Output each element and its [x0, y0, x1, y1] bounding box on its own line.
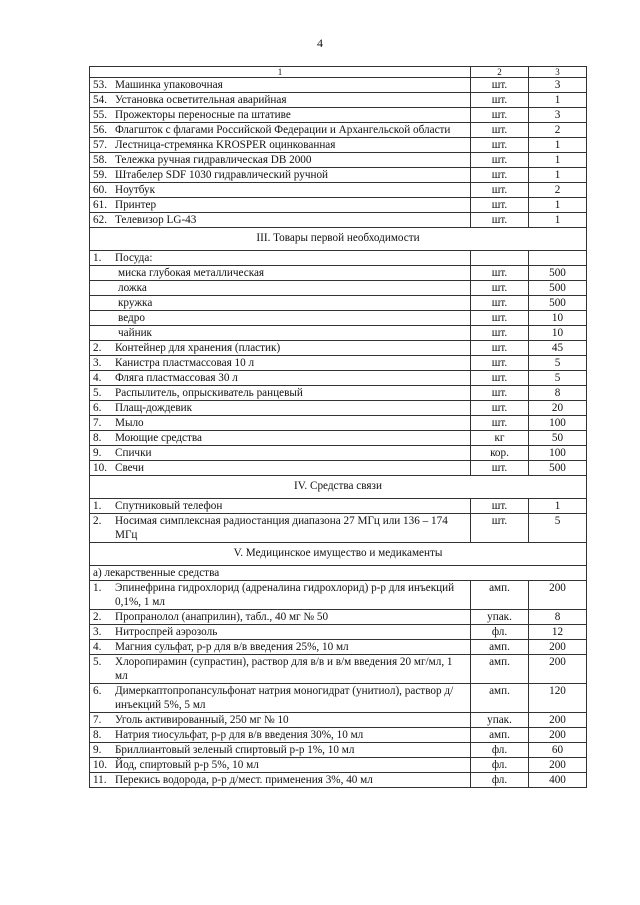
item-number: 1.: [93, 582, 102, 594]
item-unit: амп.: [471, 581, 529, 610]
item-name: Магния сульфат, р-р для в/в введения 25%, 10 мл: [115, 641, 349, 653]
table-row: [90, 728, 587, 743]
item-number: 7.: [93, 714, 102, 726]
table-row: [90, 655, 587, 684]
item-unit: амп.: [471, 728, 529, 743]
item-name: Телевизор LG-43: [115, 214, 197, 226]
item-number: 59.: [93, 169, 107, 181]
item-line: [93, 758, 467, 772]
item-name: Мыло: [115, 417, 144, 429]
table-row: [90, 371, 587, 386]
item-number: 58.: [93, 154, 107, 166]
item-number: 60.: [93, 184, 107, 196]
item-unit: шт.: [471, 168, 529, 183]
item-cell: [90, 499, 471, 514]
item-line: [93, 108, 467, 122]
table-subrow: [90, 311, 587, 326]
item-cell: [90, 341, 471, 356]
item-name: Моющие средства: [115, 432, 203, 444]
item-unit: шт.: [471, 356, 529, 371]
item-line: [93, 153, 467, 167]
item-unit: шт.: [471, 514, 529, 543]
item-quantity: 2: [529, 123, 587, 138]
item-cell: [90, 213, 471, 228]
table-row: [90, 183, 587, 198]
item-name: Распылитель, опрыскиватель ранцевый: [115, 387, 303, 399]
item-number: 2.: [93, 342, 102, 354]
item-quantity: 1: [529, 138, 587, 153]
table-row: [90, 416, 587, 431]
item-unit: шт.: [471, 183, 529, 198]
item-line: [93, 431, 467, 445]
item-name: Фляга пластмассовая 30 л: [115, 372, 238, 384]
item-line: [93, 713, 467, 727]
item-number: 9.: [93, 447, 102, 459]
page-number: 4: [317, 36, 323, 50]
item-unit: шт.: [471, 311, 529, 326]
item-unit: шт.: [471, 371, 529, 386]
item-name: Принтер: [115, 199, 157, 211]
item-name: Ноутбук: [115, 184, 156, 196]
item-name: Натрия тиосульфат, р-р для в/в введения 30%, 10 мл: [115, 729, 364, 741]
item-quantity: 5: [529, 356, 587, 371]
item-quantity: [529, 251, 587, 266]
table-subrow: [90, 296, 587, 311]
item-unit: упак.: [471, 610, 529, 625]
item-name: Свечи: [115, 462, 144, 474]
table-row: [90, 431, 587, 446]
item-cell: [90, 446, 471, 461]
item-cell: [90, 773, 471, 788]
table-row: [90, 684, 587, 713]
table-row: [90, 514, 587, 543]
item-cell: [90, 138, 471, 153]
item-number: 4.: [93, 372, 102, 384]
item-cell: [90, 251, 471, 266]
table-row: [90, 713, 587, 728]
item-unit: кг: [471, 431, 529, 446]
table-row: [90, 138, 587, 153]
item-line: [93, 213, 467, 227]
item-name: Перекись водорода, р-р д/мест. применения 3%, 40 мл: [115, 774, 373, 786]
table-row: [90, 446, 587, 461]
item-cell: [90, 356, 471, 371]
item-unit: кор.: [471, 446, 529, 461]
item-unit: шт.: [471, 326, 529, 341]
item-quantity: 8: [529, 386, 587, 401]
item-line: [93, 123, 467, 137]
item-unit: шт.: [471, 281, 529, 296]
item-line: [93, 514, 467, 542]
item-unit: фл.: [471, 743, 529, 758]
item-unit: шт.: [471, 138, 529, 153]
item-quantity: 10: [529, 326, 587, 341]
item-cell: [90, 461, 471, 476]
item-cell: [90, 93, 471, 108]
table-row: [90, 743, 587, 758]
section-row: [90, 543, 587, 566]
item-cell: [90, 431, 471, 446]
item-quantity: 200: [529, 758, 587, 773]
item-line: [93, 138, 467, 152]
item-line: [93, 684, 467, 712]
item-unit: шт.: [471, 296, 529, 311]
table-subrow: [90, 266, 587, 281]
table-row: [90, 153, 587, 168]
item-name: Штабелер SDF 1030 гидравлический ручной: [115, 169, 329, 181]
item-number: 61.: [93, 199, 107, 211]
item-name: ведро: [118, 312, 145, 324]
item-quantity: 200: [529, 713, 587, 728]
inventory-table-body: [90, 67, 587, 788]
item-quantity: 10: [529, 311, 587, 326]
item-unit: шт.: [471, 499, 529, 514]
item-cell: [90, 684, 471, 713]
item-line: [93, 93, 467, 107]
item-number: 62.: [93, 214, 107, 226]
item-quantity: 8: [529, 610, 587, 625]
table-row: [90, 401, 587, 416]
item-unit: фл.: [471, 625, 529, 640]
item-quantity: 1: [529, 213, 587, 228]
item-line: [93, 743, 467, 757]
item-number: 10.: [93, 759, 107, 771]
item-cell: [90, 758, 471, 773]
item-cell: [90, 625, 471, 640]
item-unit: [471, 251, 529, 266]
item-cell: [90, 108, 471, 123]
item-cell: [90, 266, 471, 281]
item-cell: [90, 153, 471, 168]
table-row: [90, 168, 587, 183]
table-row: [90, 581, 587, 610]
item-line: [93, 773, 467, 787]
section-title: III. Товары первой необходимости: [90, 228, 587, 251]
item-number: 10.: [93, 462, 107, 474]
item-name: Установка осветительная аварийная: [115, 94, 287, 106]
item-cell: [90, 416, 471, 431]
item-quantity: 12: [529, 625, 587, 640]
item-cell: [90, 326, 471, 341]
item-name: Нитроспрей аэрозоль: [115, 626, 218, 638]
item-number: 9.: [93, 744, 102, 756]
item-line: [93, 251, 467, 265]
item-name: Канистра пластмассовая 10 л: [115, 357, 255, 369]
item-cell: [90, 743, 471, 758]
table-subrow: [90, 326, 587, 341]
item-cell: [90, 401, 471, 416]
item-quantity: 5: [529, 514, 587, 543]
item-cell: [90, 296, 471, 311]
item-cell: [90, 581, 471, 610]
item-cell: [90, 610, 471, 625]
item-line: [93, 386, 467, 400]
item-unit: шт.: [471, 153, 529, 168]
item-name: миска глубокая металлическая: [118, 267, 265, 279]
column-number-row: [90, 67, 587, 78]
section-title: IV. Средства связи: [90, 476, 587, 499]
table-row: [90, 499, 587, 514]
item-line: [93, 356, 467, 370]
item-cell: [90, 311, 471, 326]
item-quantity: 1: [529, 168, 587, 183]
item-quantity: 45: [529, 341, 587, 356]
item-name: Плащ-дождевик: [115, 402, 193, 414]
item-unit: амп.: [471, 640, 529, 655]
item-name: Машинка упаковочная: [115, 79, 223, 91]
item-cell: [90, 713, 471, 728]
item-cell: [90, 371, 471, 386]
table-row: [90, 640, 587, 655]
item-quantity: 5: [529, 371, 587, 386]
item-cell: [90, 655, 471, 684]
item-name: Хлоропирамин (супрастин), раствор для в/в и в/м введения 20 мг/мл, 1 мл: [115, 656, 453, 682]
item-cell: [90, 728, 471, 743]
item-unit: шт.: [471, 341, 529, 356]
item-number: 6.: [93, 402, 102, 414]
item-line: [93, 655, 467, 683]
section-title: V. Медицинское имущество и медикаменты: [90, 543, 587, 566]
item-unit: фл.: [471, 773, 529, 788]
item-number: 7.: [93, 417, 102, 429]
item-unit: шт.: [471, 461, 529, 476]
item-cell: [90, 640, 471, 655]
item-name: Носимая симплексная радиостанция диапазона 27 МГц или 136 – 174 МГц: [115, 515, 448, 541]
item-line: [93, 446, 467, 460]
table-row: [90, 108, 587, 123]
item-unit: шт.: [471, 78, 529, 93]
item-line: [93, 401, 467, 415]
item-number: 3.: [93, 626, 102, 638]
item-line: [93, 461, 467, 475]
item-name: Уголь активированный, 250 мг № 10: [115, 714, 289, 726]
item-number: 6.: [93, 685, 102, 697]
item-unit: шт.: [471, 266, 529, 281]
item-quantity: 200: [529, 655, 587, 684]
item-quantity: 1: [529, 153, 587, 168]
item-number: 56.: [93, 124, 107, 136]
table-row: [90, 773, 587, 788]
item-line: [93, 416, 467, 430]
table-row: [90, 758, 587, 773]
item-quantity: 100: [529, 446, 587, 461]
item-line: [93, 625, 467, 639]
table-row: [90, 78, 587, 93]
table-row: [90, 610, 587, 625]
item-number: 11.: [93, 774, 107, 786]
inventory-table: [89, 66, 587, 788]
item-name: Эпинефрина гидрохлорид (адреналина гидрохлорид) р-р для инъекций 0,1%, 1 мл: [115, 582, 455, 608]
subsection-title: а) лекарственные средства: [90, 566, 587, 581]
item-line: [93, 183, 467, 197]
item-name: ложка: [118, 282, 147, 294]
item-quantity: 1: [529, 499, 587, 514]
item-quantity: 20: [529, 401, 587, 416]
item-unit: шт.: [471, 198, 529, 213]
item-cell: [90, 514, 471, 543]
item-line: [93, 640, 467, 654]
item-line: [93, 499, 467, 513]
item-quantity: 2: [529, 183, 587, 198]
item-name: Флагшток с флагами Российской Федерации и Архангельской области: [115, 124, 451, 136]
item-number: 1.: [93, 500, 102, 512]
item-name: Лестница-стремянка KROSPER оцинкованная: [115, 139, 336, 151]
item-line: [93, 728, 467, 742]
table-row: [90, 213, 587, 228]
item-number: 53.: [93, 79, 107, 91]
item-name: Бриллиантовый зеленый спиртовый р-р 1%, 10 мл: [115, 744, 355, 756]
item-number: 1.: [93, 252, 102, 264]
subsection-row: [90, 566, 587, 581]
item-quantity: 3: [529, 108, 587, 123]
item-number: 5.: [93, 387, 102, 399]
item-quantity: 500: [529, 461, 587, 476]
item-quantity: 3: [529, 78, 587, 93]
item-unit: амп.: [471, 684, 529, 713]
item-number: 8.: [93, 729, 102, 741]
item-quantity: 60: [529, 743, 587, 758]
item-number: 2.: [93, 515, 102, 527]
item-line: [93, 78, 467, 92]
item-cell: [90, 123, 471, 138]
table-row: [90, 356, 587, 371]
item-line: [93, 581, 467, 609]
column-number-3: 3: [529, 67, 587, 78]
section-row: [90, 228, 587, 251]
item-quantity: 500: [529, 296, 587, 311]
item-name: Прожекторы переносные па штативе: [115, 109, 291, 121]
item-line: [93, 168, 467, 182]
item-line: [93, 198, 467, 212]
item-line: [93, 371, 467, 385]
item-name: Тележка ручная гидравлическая DB 2000: [115, 154, 312, 166]
item-cell: [90, 281, 471, 296]
item-name: Контейнер для хранения (пластик): [115, 342, 281, 354]
item-unit: шт.: [471, 108, 529, 123]
item-line: [93, 610, 467, 624]
item-name: Димеркаптопропансульфонат натрия моногидрат (унитиол), раствор д/инъекций 5%, 5 мл: [115, 685, 454, 711]
item-number: 4.: [93, 641, 102, 653]
table-row: [90, 461, 587, 476]
item-number: 3.: [93, 357, 102, 369]
item-quantity: 200: [529, 640, 587, 655]
item-quantity: 500: [529, 281, 587, 296]
column-number-2: 2: [471, 67, 529, 78]
item-number: 54.: [93, 94, 107, 106]
item-number: 55.: [93, 109, 107, 121]
item-unit: шт.: [471, 386, 529, 401]
item-name: чайник: [118, 327, 152, 339]
table-row: [90, 625, 587, 640]
item-number: 8.: [93, 432, 102, 444]
table-row: [90, 198, 587, 213]
item-unit: фл.: [471, 758, 529, 773]
item-unit: шт.: [471, 213, 529, 228]
item-unit: шт.: [471, 123, 529, 138]
item-cell: [90, 386, 471, 401]
item-quantity: 1: [529, 93, 587, 108]
item-unit: шт.: [471, 416, 529, 431]
column-number-1: 1: [90, 67, 471, 78]
item-number: 57.: [93, 139, 107, 151]
table-row: [90, 93, 587, 108]
item-cell: [90, 183, 471, 198]
item-quantity: 120: [529, 684, 587, 713]
table-row: [90, 251, 587, 266]
item-unit: шт.: [471, 401, 529, 416]
item-name: Пропранолол (анаприлин), табл., 40 мг № 50: [115, 611, 329, 623]
item-quantity: 500: [529, 266, 587, 281]
item-cell: [90, 168, 471, 183]
item-unit: амп.: [471, 655, 529, 684]
table-subrow: [90, 281, 587, 296]
item-name: Спички: [115, 447, 152, 459]
item-quantity: 100: [529, 416, 587, 431]
table-row: [90, 341, 587, 356]
item-name: Спутниковый телефон: [115, 500, 223, 512]
table-row: [90, 386, 587, 401]
item-quantity: 1: [529, 198, 587, 213]
item-name: Йод, спиртовый р-р 5%, 10 мл: [115, 759, 259, 771]
item-quantity: 200: [529, 581, 587, 610]
item-number: 2.: [93, 611, 102, 623]
item-unit: шт.: [471, 93, 529, 108]
item-name: кружка: [118, 297, 153, 309]
section-row: [90, 476, 587, 499]
item-line: [93, 341, 467, 355]
item-name: Посуда:: [115, 252, 153, 264]
item-cell: [90, 198, 471, 213]
item-quantity: 200: [529, 728, 587, 743]
item-unit: упак.: [471, 713, 529, 728]
item-quantity: 50: [529, 431, 587, 446]
item-cell: [90, 78, 471, 93]
item-quantity: 400: [529, 773, 587, 788]
item-number: 5.: [93, 656, 102, 668]
table-row: [90, 123, 587, 138]
